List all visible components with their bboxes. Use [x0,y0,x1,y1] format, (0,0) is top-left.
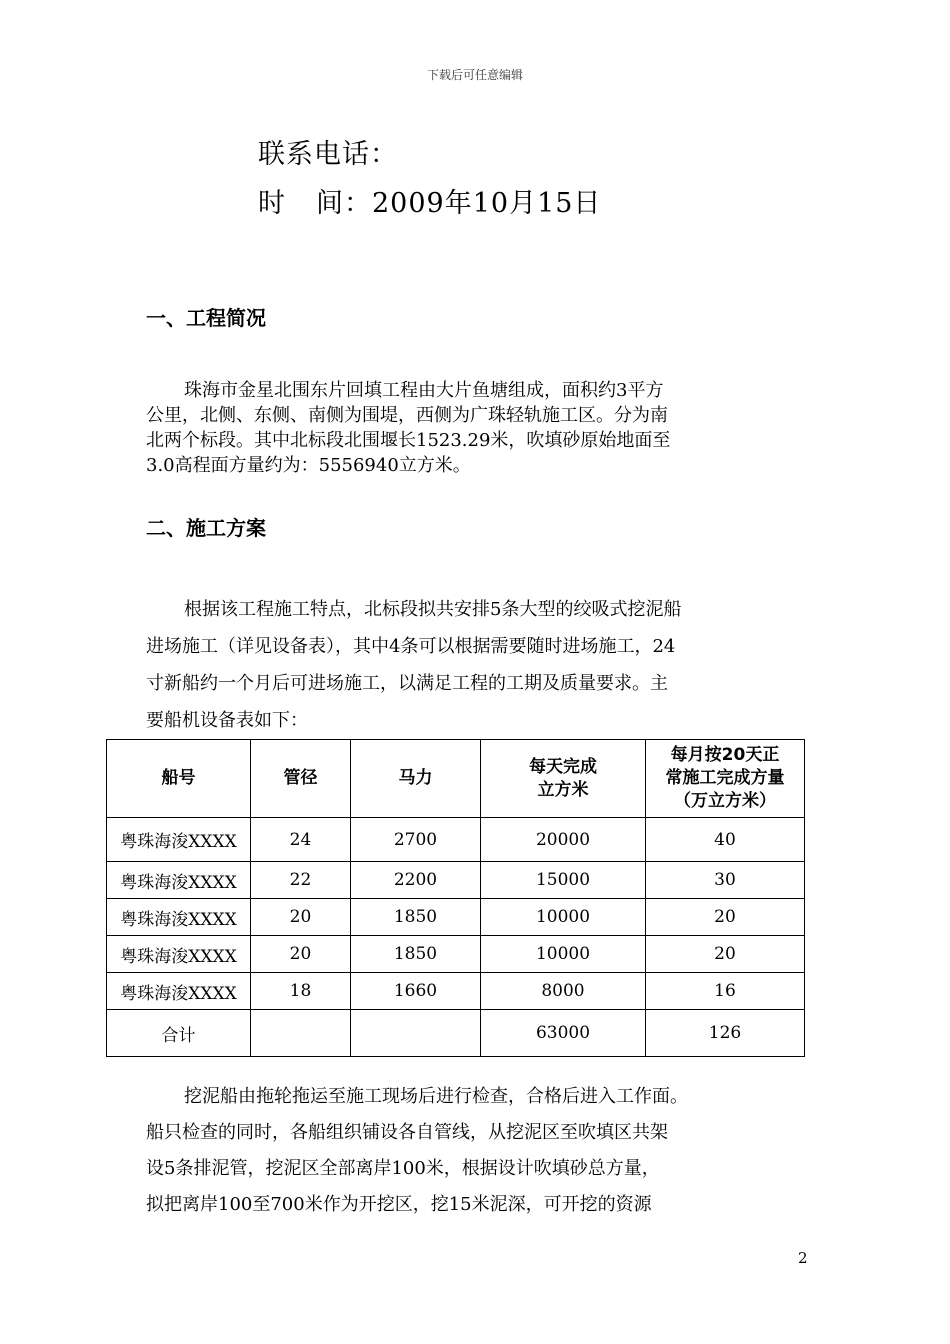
time-label-part2: 间： [316,188,372,219]
cell-ship: 粤珠海浚XXXX [107,862,251,899]
cell-daily: 10000 [481,936,646,973]
paragraph-line: 3.0高程面方量约为：5556940立方米。 [146,455,471,476]
cell-total-hp [351,1010,481,1057]
cell-pipe: 24 [251,818,351,862]
cell-pipe: 22 [251,862,351,899]
cell-monthly: 30 [646,862,805,899]
cell-ship: 粤珠海浚XXXX [107,899,251,936]
paragraph-line: 船只检查的同时，各船组织铺设各自管线，从挖泥区至吹填区共架 [146,1122,668,1143]
time-value: 2009年10月15日 [372,188,602,219]
table-row [107,936,805,973]
paragraph-line: 珠海市金星北围东片回填工程由大片鱼塘组成，面积约3平方 [184,380,664,401]
cell-monthly: 20 [646,899,805,936]
table-row [107,899,805,936]
cell-monthly: 20 [646,936,805,973]
cell-daily: 20000 [481,818,646,862]
cell-hp: 1850 [351,899,481,936]
paragraph-line: 拟把离岸100至700米作为开挖区，挖15米泥深，可开挖的资源 [146,1194,652,1215]
header-monthly-volume: 每月按20天正 常施工完成方量 （万立方米） [646,740,805,818]
paragraph-line: 要船机设备表如下： [146,710,308,731]
paragraph-line: 进场施工（详见设备表），其中4条可以根据需要随时进场施工，24 [146,636,676,657]
closing-paragraph [146,1079,814,1223]
cell-hp: 1660 [351,973,481,1010]
contact-time-line [258,181,601,220]
cell-total-daily: 63000 [481,1010,646,1057]
cell-daily: 8000 [481,973,646,1010]
cell-daily: 15000 [481,862,646,899]
header-pipe-diameter: 管径 [251,740,351,818]
section-heading-plan: 二、施工方案 [146,516,266,540]
header-ship-number: 船号 [107,740,251,818]
cell-pipe: 20 [251,936,351,973]
cell-total-pipe [251,1010,351,1057]
contact-phone-label: 联系电话： [258,139,398,170]
cell-pipe: 20 [251,899,351,936]
page-number: 2 [798,1249,808,1267]
cell-hp: 2700 [351,818,481,862]
paragraph-line: 寸新船约一个月后可进场施工，以满足工程的工期及质量要求。主 [146,673,668,694]
table-header-row [107,740,805,818]
table-row [107,862,805,899]
cell-hp: 1850 [351,936,481,973]
cell-ship: 粤珠海浚XXXX [107,818,251,862]
header-daily-volume: 每天完成 立方米 [481,740,646,818]
paragraph-line: 公里，北侧、东侧、南侧为围堤，西侧为广珠轻轨施工区。分为南 [146,405,668,426]
header-horsepower: 马力 [351,740,481,818]
table-row [107,818,805,862]
section-heading-overview: 一、工程简况 [146,306,266,330]
paragraph-line: 根据该工程施工特点，北标段拟共安排5条大型的绞吸式挖泥船 [184,599,682,620]
cell-total-monthly: 126 [646,1010,805,1057]
cell-ship: 粤珠海浚XXXX [107,973,251,1010]
cell-daily: 10000 [481,899,646,936]
cell-total-label: 合计 [107,1010,251,1057]
cell-monthly: 16 [646,973,805,1010]
time-label-part1: 时 [258,188,286,219]
plan-paragraph [146,591,814,739]
paragraph-line: 挖泥船由拖轮拖运至施工现场后进行检查，合格后进入工作面。 [184,1086,688,1107]
paragraph-line: 北两个标段。其中北标段北围堰长1523.29米，吹填砂原始地面至 [146,430,671,451]
equipment-table [106,739,805,1057]
cell-monthly: 40 [646,818,805,862]
table-total-row [107,1010,805,1057]
table-row [107,973,805,1010]
overview-paragraph [146,378,814,478]
cell-hp: 2200 [351,862,481,899]
cell-ship: 粤珠海浚XXXX [107,936,251,973]
page-header-note: 下载后可任意编辑 [426,68,523,82]
cell-pipe: 18 [251,973,351,1010]
paragraph-line: 设5条排泥管，挖泥区全部离岸100米，根据设计吹填砂总方量， [146,1158,660,1179]
